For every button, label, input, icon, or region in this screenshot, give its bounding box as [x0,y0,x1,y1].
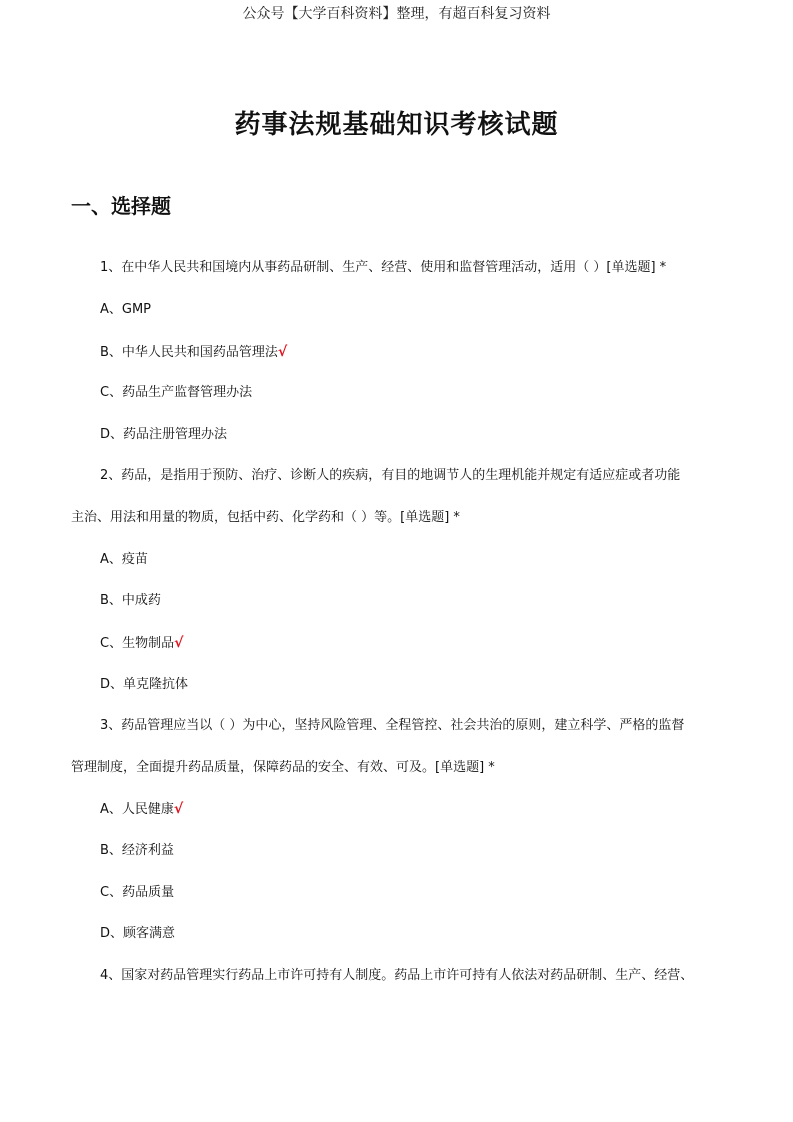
q2-option-a: A、疫苗 [100,552,148,567]
q1-option-a: A、GMP [100,302,152,317]
section-title: 一、选择题 [71,194,171,218]
q2-option-b: B、中成药 [100,593,161,608]
q2-option-d: D、单克隆抗体 [100,677,189,692]
q1-option-c: C、药品生产监督管理办法 [100,385,253,400]
q2-option-c: C、生物制品√ [100,635,184,651]
correct-check-icon: √ [174,635,184,651]
question-1: 1、在中华人民共和国境内从事药品研制、生产、经营、使用和监督管理活动，适用（ ）[单选题] * [100,260,667,275]
q3-option-b: B、经济利益 [100,843,174,858]
document-title: 药事法规基础知识考核试题 [234,110,559,140]
correct-check-icon: √ [277,344,288,360]
question-3-line-1: 3、药品管理应当以（ ）为中心，坚持风险管理、全程管控、社会共治的原则，建立科学、严格的监督 [100,718,685,733]
question-2-line-2: 主治、用法和用量的物质，包括中药、化学药和（ ）等。[单选题] * [71,510,460,525]
q1-option-d: D、药品注册管理办法 [100,427,228,442]
question-2-line-1: 2、药品，是指用于预防、治疗、诊断人的疾病，有目的地调节人的生理机能并规定有适应症或者功能 [100,468,681,483]
q3-option-a: A、人民健康√ [100,801,184,817]
question-3-line-2: 管理制度，全面提升药品质量，保障药品的安全、有效、可及。[单选题] * [71,760,495,775]
q1-option-b: B、中华人民共和国药品管理法√ [100,344,288,360]
header-note: 公众号【大学百科资料】整理，有超百科复习资料 [242,6,551,22]
q3-option-c: C、药品质量 [100,885,175,900]
q3-option-d: D、顾客满意 [100,926,176,941]
question-4-line-1: 4、国家对药品管理实行药品上市许可持有人制度。药品上市许可持有人依法对药品研制、生产、经营、 [100,968,694,983]
correct-check-icon: √ [173,801,184,817]
